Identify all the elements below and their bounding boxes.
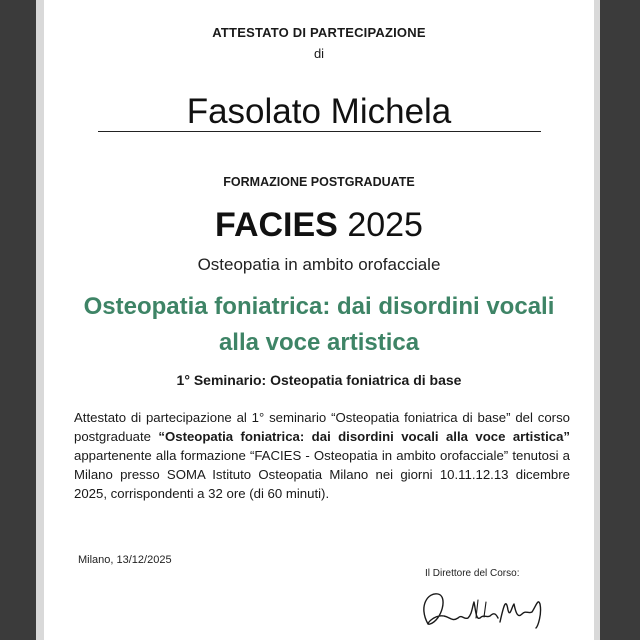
certificate-di: di — [313, 46, 325, 61]
body-text-course: “Osteopatia foniatrica: dai disordini vocali alla voce artistica” — [158, 429, 570, 444]
paper-edge-left — [36, 0, 44, 640]
body-text-part1: Attestato di partecipazione al 1° seminario “Osteopatia foniatrica di base” del corso postgraduate — [74, 410, 570, 444]
certificate-body — [74, 408, 570, 503]
program-title — [44, 206, 594, 245]
certificate-heading: ATTESTATO DI PARTECIPAZIONE — [212, 25, 426, 40]
program-label: FORMAZIONE POSTGRADUATE — [223, 175, 415, 189]
certificate-page — [44, 0, 594, 640]
program-subtitle: Osteopatia in ambito orofacciale — [197, 255, 441, 274]
program-year: 2025 — [347, 206, 423, 244]
photo-frame-right — [600, 0, 640, 640]
program-name: FACIES — [215, 206, 338, 244]
recipient-name: Fasolato Michela — [186, 92, 452, 131]
course-title: Osteopatia foniatrica: dai disordini vocali alla voce artistica — [83, 293, 555, 356]
paper-edge-right — [594, 0, 600, 640]
photo-frame-left — [0, 0, 36, 640]
director-signature — [414, 584, 554, 634]
body-text-part3: appartenente alla formazione “FACIES - Osteopatia in ambito orofacciale” tenutosi a Milano presso SOMA Istituto Osteopatia Milano nei giorni 10.11.12.13 dicembre 2025, corrispondenti a 32 ore (di 60 minuti). — [74, 448, 570, 501]
seminar-title: 1° Seminario: Osteopatia foniatrica di base — [176, 372, 462, 388]
place-date: Milano, 13/12/2025 — [78, 554, 172, 566]
director-label: Il Direttore del Corso: — [425, 568, 520, 579]
recipient-underline — [98, 131, 541, 132]
